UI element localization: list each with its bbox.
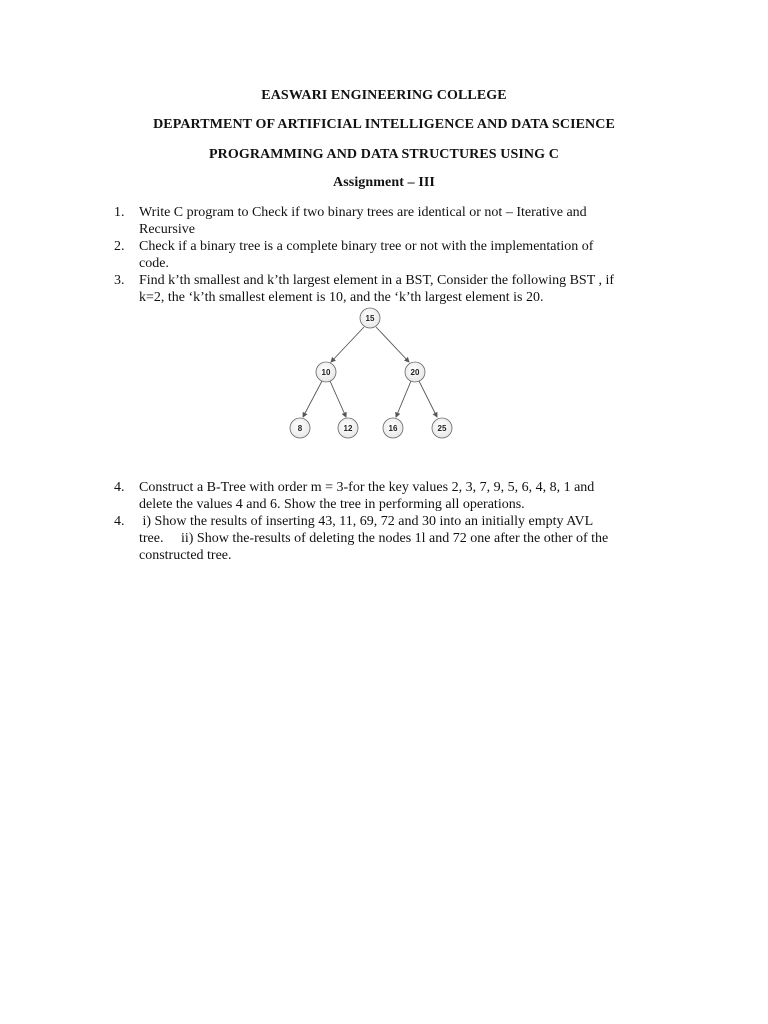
tree-edge	[330, 381, 346, 417]
node-label: 10	[321, 368, 331, 377]
question-number: 3.	[114, 273, 125, 288]
college-title: EASWARI ENGINEERING COLLEGE	[261, 88, 507, 103]
question-line: Check if a binary tree is a complete binary tree or not with the implementation of	[139, 239, 594, 254]
question-3	[114, 272, 674, 306]
question-line: k=2, the ‘k’th smallest element is 10, and the ‘k’th largest element is 20.	[139, 290, 544, 305]
tree-edge	[396, 381, 411, 417]
node-label: 25	[437, 424, 447, 433]
question-number: 1.	[114, 205, 125, 220]
question-line: constructed tree.	[139, 548, 232, 563]
tree-node	[432, 418, 452, 438]
tree-node	[338, 418, 358, 438]
question-number: 4.	[114, 514, 125, 529]
tree-node	[383, 418, 403, 438]
tree-edge	[331, 327, 364, 362]
question-line: Recursive	[139, 222, 195, 237]
tree-edge	[376, 327, 409, 362]
question-line: tree. ii) Show the-results of deleting the nodes 1l and 72 one after the other of the	[139, 531, 609, 546]
node-label: 20	[410, 368, 420, 377]
node-label: 12	[343, 424, 353, 433]
question-5	[114, 513, 674, 564]
question-line: Write C program to Check if two binary trees are identical or not – Iterative and	[139, 205, 587, 220]
node-label: 16	[388, 424, 398, 433]
bst-diagram	[280, 304, 480, 444]
tree-edge	[419, 381, 437, 417]
tree-node	[405, 362, 425, 382]
question-line: delete the values 4 and 6. Show the tree in performing all operations.	[139, 497, 525, 512]
question-line: Find k’th smallest and k’th largest element in a BST, Consider the following BST , if	[139, 273, 615, 288]
node-label: 8	[297, 424, 303, 433]
question-line: i) Show the results of inserting 43, 11, 69, 72 and 30 into an initially empty AVL	[139, 514, 594, 529]
question-line: code.	[139, 256, 169, 271]
question-1	[114, 204, 674, 238]
tree-node	[290, 418, 310, 438]
question-number: 4.	[114, 480, 125, 495]
tree-node	[316, 362, 336, 382]
tree-edge	[303, 381, 322, 417]
tree-node-root	[360, 308, 380, 328]
assignment-title: Assignment – III	[333, 175, 435, 190]
course-title: PROGRAMMING AND DATA STRUCTURES USING C	[209, 147, 559, 162]
node-label: 15	[365, 314, 375, 323]
question-number: 2.	[114, 239, 125, 254]
question-4	[114, 479, 674, 513]
department-title: DEPARTMENT OF ARTIFICIAL INTELLIGENCE AND DATA SCIENCE	[153, 117, 615, 132]
question-2	[114, 238, 674, 272]
question-line: Construct a B-Tree with order m = 3-for the key values 2, 3, 7, 9, 5, 6, 4, 8, 1 and	[139, 480, 595, 495]
